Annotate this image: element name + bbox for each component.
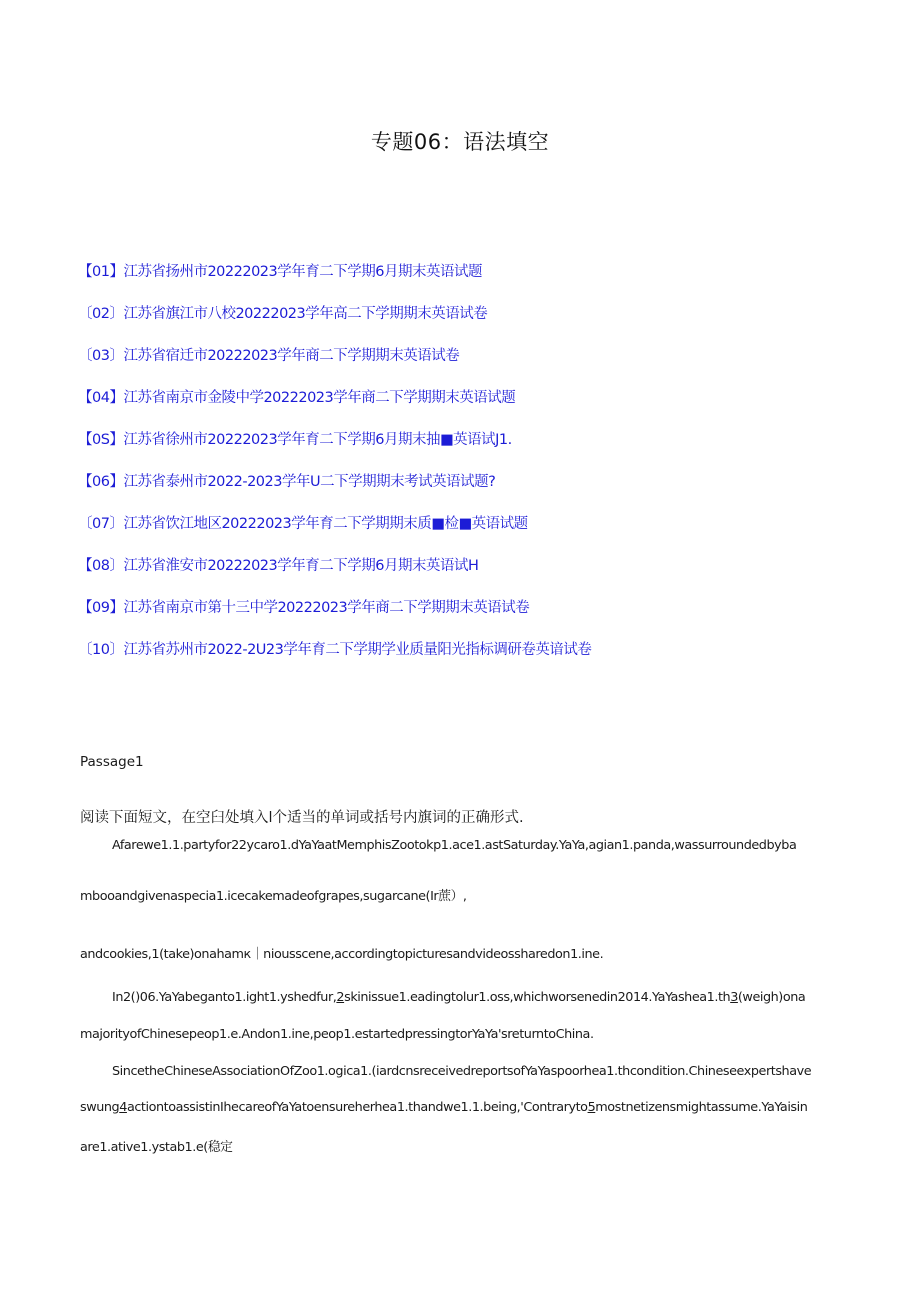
toc-link-06[interactable]: 【06】江苏省泰州市2022-2023学年U二下学期期末考试英语试题?: [78, 474, 496, 490]
passage-line: [80, 1100, 807, 1115]
passage-line: [80, 990, 805, 1005]
passage-line: are1.ative1.ystab1.e(稳定: [80, 1140, 233, 1155]
toc-link-10[interactable]: 〔10〕江苏省苏州市2022-2U23学年育二下学期学业质量阳光指标调研卷英谙试卷: [78, 642, 592, 658]
passage-text: (weigh)ona: [737, 990, 806, 1005]
passage-heading: Passage1: [80, 754, 144, 770]
passage-line: andcookies,1(take)onahamк｜niousscene,accordingtopicturesandvideossharedon1.ine.: [80, 947, 604, 962]
passage-line: majorityofChinesepeop1.e.Andon1.ine,peop1.estartedpressingtorYaYa'sreturntoChina.: [80, 1027, 594, 1042]
passage-text: mostnetizensmightassume.YaYaisin: [595, 1100, 808, 1115]
toc-link-08[interactable]: 【08〕江苏省淮安市20222023学年育二下学期6月期末英语试H: [78, 558, 479, 574]
toc-link-02[interactable]: 〔02〕江苏省旗江市八校20222023学年高二下学期期末英语试卷: [78, 306, 488, 322]
blank-number: 4: [119, 1100, 127, 1115]
passage-line: SincetheChineseAssociationOfZoo1.ogica1.(iardcnsreceivedreportsofYaYaspoorhea1.thcondition.Chineseexpertshave: [112, 1064, 812, 1079]
toc-link-09[interactable]: 【09】江苏省南京市第十三中学20222023学年商二下学期期末英语试卷: [78, 600, 530, 616]
blank-number: 2: [336, 990, 345, 1005]
blank-number: 5: [587, 1100, 596, 1115]
toc-link-04[interactable]: 【04】江苏省南京市金陵中学20222023学年商二下学期期末英语试题: [78, 390, 516, 406]
passage-text: In2()06.YaYabeganto1.ight1.yshedfur,: [112, 990, 337, 1005]
toc-list: [78, 262, 878, 682]
toc-link-03[interactable]: 〔03〕江苏省宿迁市20222023学年商二下学期期末英语试卷: [78, 348, 460, 364]
passage-text: actiontoassistinIhecareofYaYatoensureherhea1.thandwe1.1.being,'Contraryto: [126, 1100, 588, 1115]
toc-link-01[interactable]: 【01】江苏省扬州市20222023学年育二下学期6月期末英语试题: [78, 264, 482, 280]
instruction-text: 阅读下面短文，在空臼处填入l个适当的单词或括号内旗词的正确形式.: [80, 810, 524, 826]
passage-line: Afarewe1.1.partyfor22ycaro1.dYaYaatMemphisZootokp1.ace1.astSaturday.YaYa,agian1.panda,wassurroundedbyba: [112, 838, 797, 853]
passage-line: mbooandgivenaspecia1.icecakemadeofgrapes,sugarcane(Ir蔗）,: [80, 889, 467, 904]
toc-link-05[interactable]: 【0S】江苏省徐州市20222023学年育二下学期6月期末抽■英语试J1.: [78, 432, 512, 448]
toc-link-07[interactable]: 〔07〕江苏省饮江地区20222023学年育二下学期期末质■检■英语试题: [78, 516, 528, 532]
blank-number: 3: [730, 990, 738, 1005]
passage-text: swung: [80, 1100, 120, 1115]
passage-text: skinissue1.eadingtolur1.oss,whichworsenedin2014.YaYashea1.th: [344, 990, 731, 1005]
page-title: 专题06：语法填空: [370, 130, 550, 154]
